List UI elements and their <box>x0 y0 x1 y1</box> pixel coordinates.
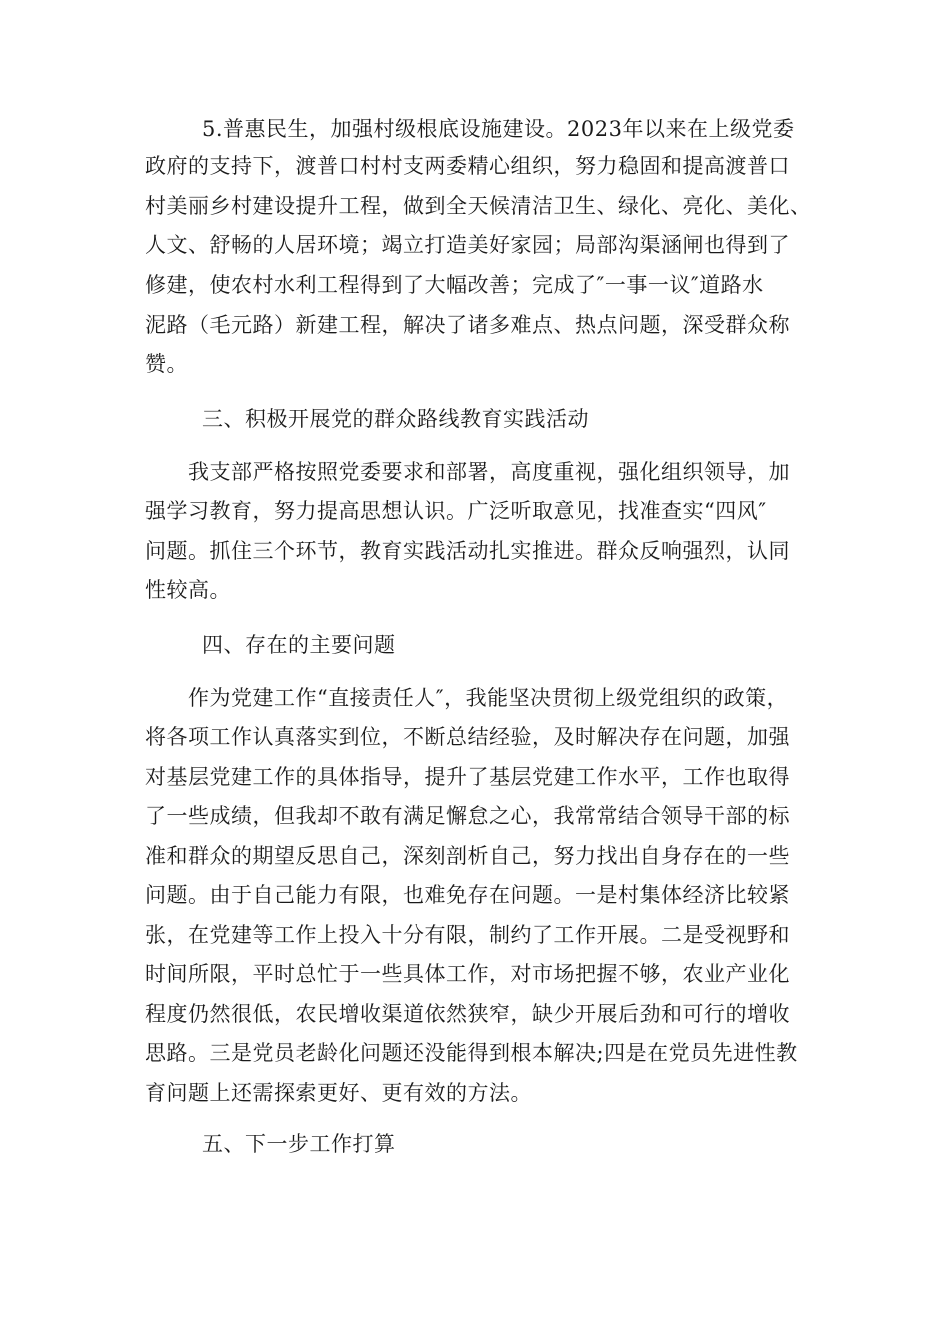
section-heading-3: 三、积极开展党的群众路线教育实践活动 <box>202 407 589 431</box>
section-heading-4: 四、存在的主要问题 <box>202 633 396 657</box>
paragraph-3-line: 时间所限，平时总忙于一些具体工作，对市场把握不够，农业产业化 <box>145 962 790 986</box>
paragraph-3-line: 育问题上还需探索更好、更有效的方法。 <box>145 1081 532 1105</box>
paragraph-1-line: 人文、舒畅的人居环境；竭立打造美好家园；局部沟渠涵闸也得到了 <box>145 233 790 257</box>
paragraph-3-line: 问题。由于自己能力有限，也难免存在问题。一是村集体经济比较紧 <box>145 883 790 907</box>
paragraph-1-line: 赞。 <box>145 352 188 376</box>
paragraph-1-line: 5.普惠民生，加强村级根底设施建设。2023年以来在上级党委 <box>202 117 795 141</box>
paragraph-1-line: 修建，使农村水利工程得到了大幅改善；完成了″一事一议″道路水 <box>145 273 764 297</box>
paragraph-3-line: 程度仍然很低，农民增收渠道依然狭窄，缺少开展后劲和可行的增收 <box>145 1002 790 1026</box>
paragraph-3-line: 将各项工作认真落实到位，不断总结经验，及时解决存在问题，加强 <box>145 725 790 749</box>
paragraph-3-line: 思路。三是党员老龄化问题还没能得到根本解决;四是在党员先进性教 <box>145 1041 798 1065</box>
paragraph-1-line: 村美丽乡村建设提升工程，做到全天候清洁卫生、绿化、亮化、美化、 <box>145 194 812 218</box>
paragraph-3-line: 了一些成绩，但我却不敢有满足懈怠之心，我常常结合领导干部的标 <box>145 804 790 828</box>
paragraph-1-line: 泥路（毛元路）新建工程，解决了诸多难点、热点问题，深受群众称 <box>145 313 790 337</box>
paragraph-2-line: 性较高。 <box>145 578 231 602</box>
paragraph-3-line: 对基层党建工作的具体指导，提升了基层党建工作水平，工作也取得 <box>145 765 790 789</box>
paragraph-2-line: 问题。抓住三个环节，教育实践活动扎实推进。群众反响强烈，认同 <box>145 539 790 563</box>
section-heading-5: 五、下一步工作打算 <box>202 1132 396 1156</box>
paragraph-3-line: 作为党建工作“直接责任人″，我能坚决贯彻上级党组织的政策， <box>188 686 789 710</box>
paragraph-3-line: 准和群众的期望反思自己，深刻剖析自己，努力找出自身存在的一些 <box>145 844 790 868</box>
paragraph-3-line: 张，在党建等工作上投入十分有限，制约了工作开展。二是受视野和 <box>145 923 790 947</box>
paragraph-2-line: 我支部严格按照党委要求和部署，高度重视，强化组织领导，加 <box>188 460 790 484</box>
paragraph-2-line: 强学习教育，努力提高思想认识。广泛听取意见，找准查实“四风″ <box>145 499 767 523</box>
paragraph-1-line: 政府的支持下，渡普口村村支两委精心组织，努力稳固和提高渡普口 <box>145 154 790 178</box>
